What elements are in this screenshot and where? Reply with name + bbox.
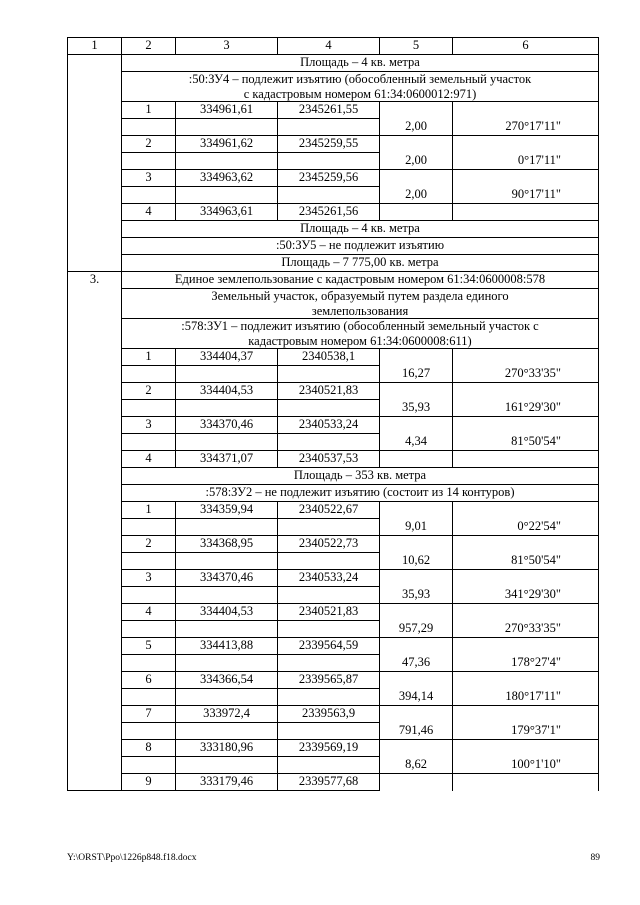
measure-row [68,434,599,451]
empty-cell [122,723,176,740]
table-body [68,38,599,791]
point-row [68,417,599,434]
point-row [68,502,599,519]
distance: 35,93 [380,587,453,604]
point-number: 3 [122,417,176,434]
coord-x: 334404,53 [176,383,278,400]
distance: 9,01 [380,519,453,536]
direction-angle: 270°17'11" [453,119,599,136]
empty-cell [380,136,453,153]
heading-line: Площадь – 7 775,00 кв. метра [281,255,439,269]
section-number [68,55,122,272]
header-cell: 4 [278,38,380,55]
empty-cell [176,400,278,417]
direction-angle: 180°17'11" [453,689,599,706]
coord-y: 2340522,67 [278,502,380,519]
distance: 35,93 [380,400,453,417]
empty-cell [176,723,278,740]
empty-cell [176,689,278,706]
empty-cell [122,119,176,136]
coord-x: 334370,46 [176,417,278,434]
direction-angle: 81°50'54" [453,553,599,570]
point-number: 5 [122,638,176,655]
empty-cell [380,706,453,723]
coord-y: 2345259,55 [278,136,380,153]
point-number: 1 [122,502,176,519]
heading-line: Площадь – 353 кв. метра [293,468,427,482]
heading-line: Площадь – 4 кв. метра [300,221,420,235]
empty-cell [380,417,453,434]
coord-y: 2339563,9 [278,706,380,723]
coord-x: 334963,62 [176,170,278,187]
measure-row [68,621,599,638]
point-number: 4 [122,604,176,621]
coord-x: 334963,61 [176,204,278,221]
heading-line: Площадь – 4 кв. метра [300,55,420,69]
block-heading [122,468,599,485]
empty-cell [278,187,380,204]
empty-cell [278,723,380,740]
empty-cell [278,153,380,170]
empty-cell [453,102,599,119]
direction-angle: 179°37'1" [453,723,599,740]
distance: 10,62 [380,553,453,570]
point-number: 1 [122,102,176,119]
point-number: 4 [122,204,176,221]
point-row [68,604,599,621]
measure-row [68,366,599,383]
direction-angle: 0°22'54" [453,519,599,536]
coord-x: 334961,61 [176,102,278,119]
header-row [68,38,599,55]
empty-cell [453,570,599,587]
empty-cell [380,349,453,366]
direction-angle: 178°27'4" [453,655,599,672]
coord-x: 334359,94 [176,502,278,519]
point-number: 1 [122,349,176,366]
empty-cell [453,451,599,468]
empty-cell [176,621,278,638]
coord-y: 2340521,83 [278,383,380,400]
point-number: 8 [122,740,176,757]
empty-cell [453,740,599,757]
distance: 2,00 [380,119,453,136]
block-heading [122,238,599,255]
coord-y: 2340521,83 [278,604,380,621]
empty-cell [453,706,599,723]
empty-cell [278,655,380,672]
coord-y: 2339577,68 [278,774,380,791]
heading-line: кадастровым номером 61:34:0600008:611) [248,333,472,348]
empty-cell [176,187,278,204]
coord-y: 2339565,87 [278,672,380,689]
empty-cell [380,638,453,655]
measure-row [68,587,599,604]
block-heading-row [68,72,599,102]
coord-x: 333179,46 [176,774,278,791]
point-row [68,774,599,791]
measure-row [68,757,599,774]
empty-cell [380,672,453,689]
file-path: Y:\ORST\Ppo\1226p848.f18.docx [67,853,197,863]
point-row [68,740,599,757]
distance: 16,27 [380,366,453,383]
direction-angle: 100°1'10" [453,757,599,774]
heading-line: :50:ЗУ5 – не подлежит изъятию [275,238,445,252]
empty-cell [122,434,176,451]
coord-y: 2340533,24 [278,417,380,434]
block-heading-row [68,255,599,272]
point-row [68,349,599,366]
block-heading-row [68,485,599,502]
empty-cell [122,621,176,638]
empty-cell [453,604,599,621]
measure-row [68,400,599,417]
point-row [68,570,599,587]
empty-cell [453,536,599,553]
empty-cell [122,187,176,204]
empty-cell [176,655,278,672]
block-heading [122,221,599,238]
point-number: 7 [122,706,176,723]
empty-cell [380,502,453,519]
coord-x: 334961,62 [176,136,278,153]
empty-cell [453,502,599,519]
coord-y: 2345259,56 [278,170,380,187]
coord-x: 334370,46 [176,570,278,587]
empty-cell [380,570,453,587]
empty-cell [122,587,176,604]
empty-cell [278,400,380,417]
empty-cell [453,672,599,689]
block-heading [122,319,599,349]
empty-cell [278,757,380,774]
block-heading [122,55,599,72]
empty-cell [122,153,176,170]
heading-line: землепользования [311,303,409,318]
distance: 47,36 [380,655,453,672]
point-number: 3 [122,170,176,187]
empty-cell [176,757,278,774]
empty-cell [453,136,599,153]
empty-cell [380,170,453,187]
direction-angle: 81°50'54" [453,434,599,451]
page-number: 89 [590,853,600,863]
empty-cell [453,349,599,366]
distance: 791,46 [380,723,453,740]
point-row [68,638,599,655]
empty-cell [380,774,453,791]
measure-row [68,655,599,672]
heading-line: :578:ЗУ1 – подлежит изъятию (обособленный земельный участок с [181,319,539,333]
block-heading [122,289,599,319]
block-heading [122,255,599,272]
point-row [68,383,599,400]
point-row [68,170,599,187]
heading-line: с кадастровым номером 61:34:0600012:971) [243,86,477,101]
empty-cell [278,366,380,383]
coordinates-table [67,37,599,791]
point-number: 2 [122,536,176,553]
coord-x: 333180,96 [176,740,278,757]
empty-cell [453,170,599,187]
coord-y: 2340538,1 [278,349,380,366]
empty-cell [278,689,380,706]
empty-cell [122,366,176,383]
point-row [68,204,599,221]
empty-cell [380,536,453,553]
empty-cell [278,519,380,536]
block-heading [122,485,599,502]
block-heading-row [68,238,599,255]
empty-cell [122,553,176,570]
empty-cell [380,204,453,221]
empty-cell [176,119,278,136]
section-title: Единое землепользование с кадастровым номером 61:34:0600008:578 [122,272,599,289]
point-row [68,706,599,723]
empty-cell [122,519,176,536]
coord-y: 2339569,19 [278,740,380,757]
heading-line: :578:ЗУ2 – не подлежит изъятию (состоит из 14 контуров) [205,485,515,499]
empty-cell [176,153,278,170]
point-number: 2 [122,136,176,153]
direction-angle: 270°33'35" [453,366,599,383]
point-row [68,536,599,553]
point-row [68,102,599,119]
distance: 957,29 [380,621,453,638]
distance: 4,34 [380,434,453,451]
coord-x: 334404,37 [176,349,278,366]
block-heading-row [68,468,599,485]
point-row [68,451,599,468]
empty-cell [380,383,453,400]
direction-angle: 270°33'35" [453,621,599,638]
empty-cell [278,553,380,570]
empty-cell [380,102,453,119]
coord-x: 334368,95 [176,536,278,553]
distance: 2,00 [380,187,453,204]
measure-row [68,723,599,740]
measure-row [68,153,599,170]
empty-cell [380,604,453,621]
measure-row [68,689,599,706]
coord-y: 2340537,53 [278,451,380,468]
direction-angle: 0°17'11" [453,153,599,170]
coord-y: 2339564,59 [278,638,380,655]
coord-x: 334366,54 [176,672,278,689]
point-number: 6 [122,672,176,689]
coord-y: 2345261,55 [278,102,380,119]
distance: 8,62 [380,757,453,774]
empty-cell [176,434,278,451]
empty-cell [380,740,453,757]
point-row [68,136,599,153]
measure-row [68,187,599,204]
measure-row [68,519,599,536]
coord-x: 334371,07 [176,451,278,468]
point-row [68,672,599,689]
empty-cell [453,204,599,221]
point-number: 4 [122,451,176,468]
heading-line: Земельный участок, образуемый путем раздела единого [211,289,509,303]
empty-cell [122,400,176,417]
distance: 394,14 [380,689,453,706]
direction-angle: 161°29'30" [453,400,599,417]
empty-cell [176,366,278,383]
coord-y: 2345261,56 [278,204,380,221]
empty-cell [278,587,380,604]
coord-x: 333972,4 [176,706,278,723]
block-heading-row [68,289,599,319]
heading-line: :50:ЗУ4 – подлежит изъятию (обособленный земельный участок [188,72,532,86]
section-number: 3. [68,272,122,791]
coord-y: 2340533,24 [278,570,380,587]
coord-y: 2340522,73 [278,536,380,553]
empty-cell [122,689,176,706]
empty-cell [380,451,453,468]
empty-cell [176,553,278,570]
empty-cell [176,519,278,536]
empty-cell [278,434,380,451]
empty-cell [453,774,599,791]
empty-cell [122,757,176,774]
point-number: 3 [122,570,176,587]
header-cell: 2 [122,38,176,55]
empty-cell [278,621,380,638]
header-cell: 1 [68,38,122,55]
block-heading-row [68,319,599,349]
empty-cell [278,119,380,136]
coord-x: 334413,88 [176,638,278,655]
empty-cell [176,587,278,604]
header-cell: 6 [453,38,599,55]
direction-angle: 341°29'30" [453,587,599,604]
block-heading [122,72,599,102]
empty-cell [453,638,599,655]
empty-cell [122,655,176,672]
block-heading-row [68,55,599,72]
measure-row [68,119,599,136]
header-cell: 5 [380,38,453,55]
distance: 2,00 [380,153,453,170]
point-number: 9 [122,774,176,791]
header-cell: 3 [176,38,278,55]
measure-row [68,553,599,570]
block-heading-row [68,221,599,238]
direction-angle: 90°17'11" [453,187,599,204]
section-title-row [68,272,599,289]
empty-cell [453,417,599,434]
point-number: 2 [122,383,176,400]
coord-x: 334404,53 [176,604,278,621]
empty-cell [453,383,599,400]
